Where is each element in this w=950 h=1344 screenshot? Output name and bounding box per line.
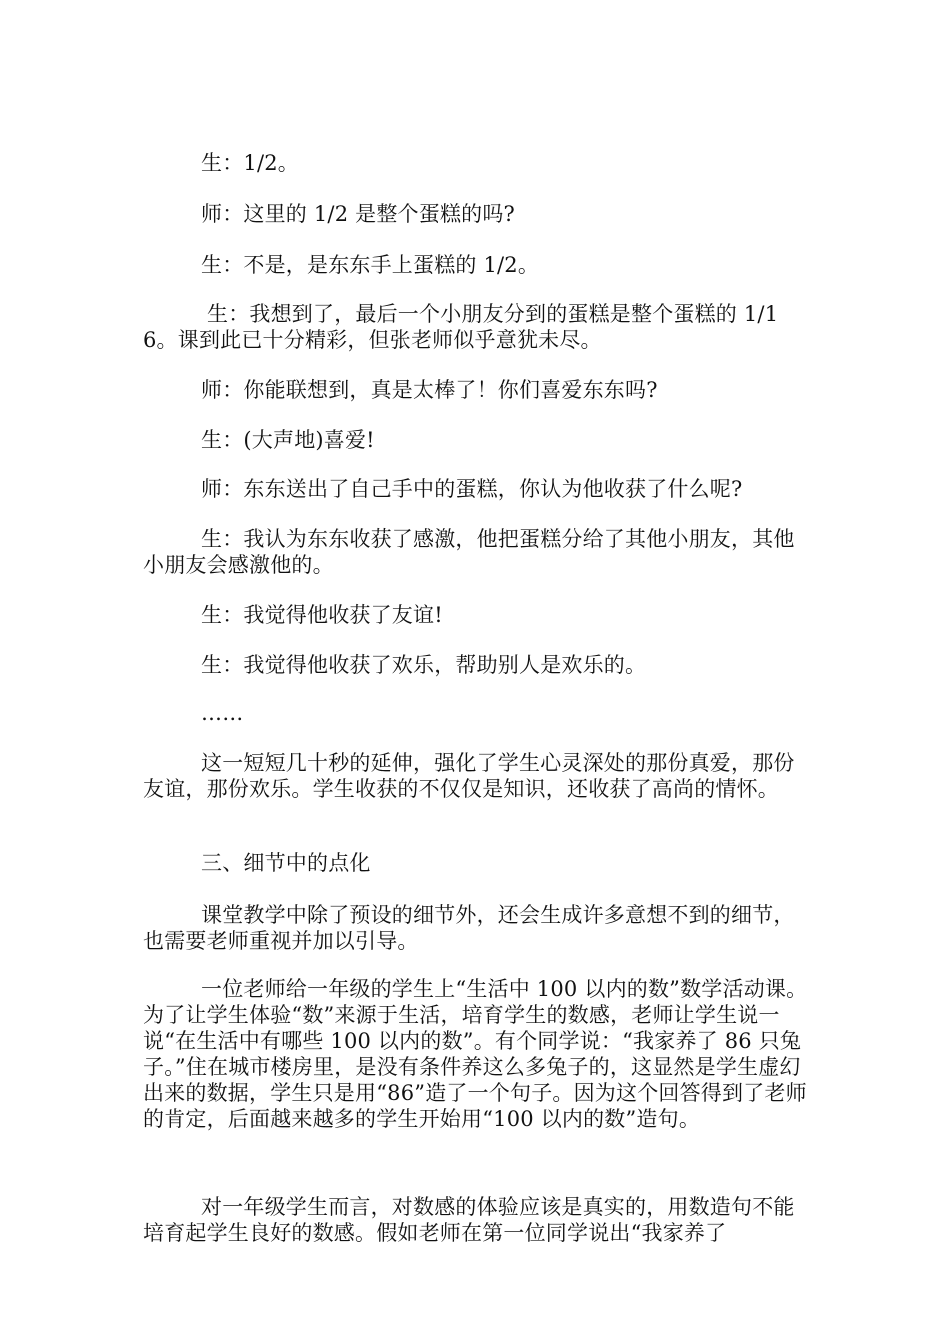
paragraph-2: 师：这里的 1/2 是整个蛋糕的吗?	[201, 202, 516, 226]
paragraph-14: 对一年级学生而言，对数感的体验应该是真实的，用数造句不能培育起学生良好的数感。假如老师在第一位同学说出“我家养了	[143, 1195, 795, 1245]
section-heading: 三、细节中的点化	[201, 851, 371, 875]
paragraph-3: 生：不是，是东东手上蛋糕的 1/2。	[201, 253, 540, 277]
paragraph-13: 一位老师给一年级的学生上“生活中 100 以内的数”数学活动课。为了让学生体验“数”来源于生活，培育学生的数感，老师让学生说一说“在生活中有哪些 100 以内的数”。有个同学说：“我家养了 86 只兔子。”住在城市楼房里，是没有条件养这么多兔子的，这显然是学生虚幻出来的数据，学生只是用“86”造了一个句子。因为这个回答得到了老师的肯定，后面越来越多的学生开始用“100 以内的数”造句。	[143, 977, 808, 1131]
paragraph-1: 生：1/2。	[201, 151, 299, 175]
paragraph-10: 生：我觉得他收获了欢乐，帮助别人是欢乐的。	[201, 653, 647, 677]
paragraph-5: 师：你能联想到，真是太棒了！你们喜爱东东吗?	[201, 378, 658, 402]
paragraph-ellipsis: ……	[201, 701, 244, 725]
paragraph-11: 这一短短几十秒的延伸，强化了学生心灵深处的那份真爱，那份友谊，那份欢乐。学生收获的不仅仅是知识，还收获了高尚的情怀。	[143, 751, 795, 801]
paragraph-12: 课堂教学中除了预设的细节外，还会生成许多意想不到的细节，也需要老师重视并加以引导。	[143, 903, 795, 953]
paragraph-8: 生：我认为东东收获了感激，他把蛋糕分给了其他小朋友，其他小朋友会感激他的。	[143, 527, 795, 577]
paragraph-4: 生：我想到了，最后一个小朋友分到的蛋糕是整个蛋糕的 1/16。课到此已十分精彩，但张老师似乎意犹未尽。	[143, 302, 779, 352]
paragraph-6: 生：(大声地)喜爱!	[201, 428, 375, 452]
paragraph-9: 生：我觉得他收获了友谊!	[201, 603, 443, 627]
paragraph-7: 师：东东送出了自己手中的蛋糕，你认为他收获了什么呢?	[201, 477, 743, 501]
